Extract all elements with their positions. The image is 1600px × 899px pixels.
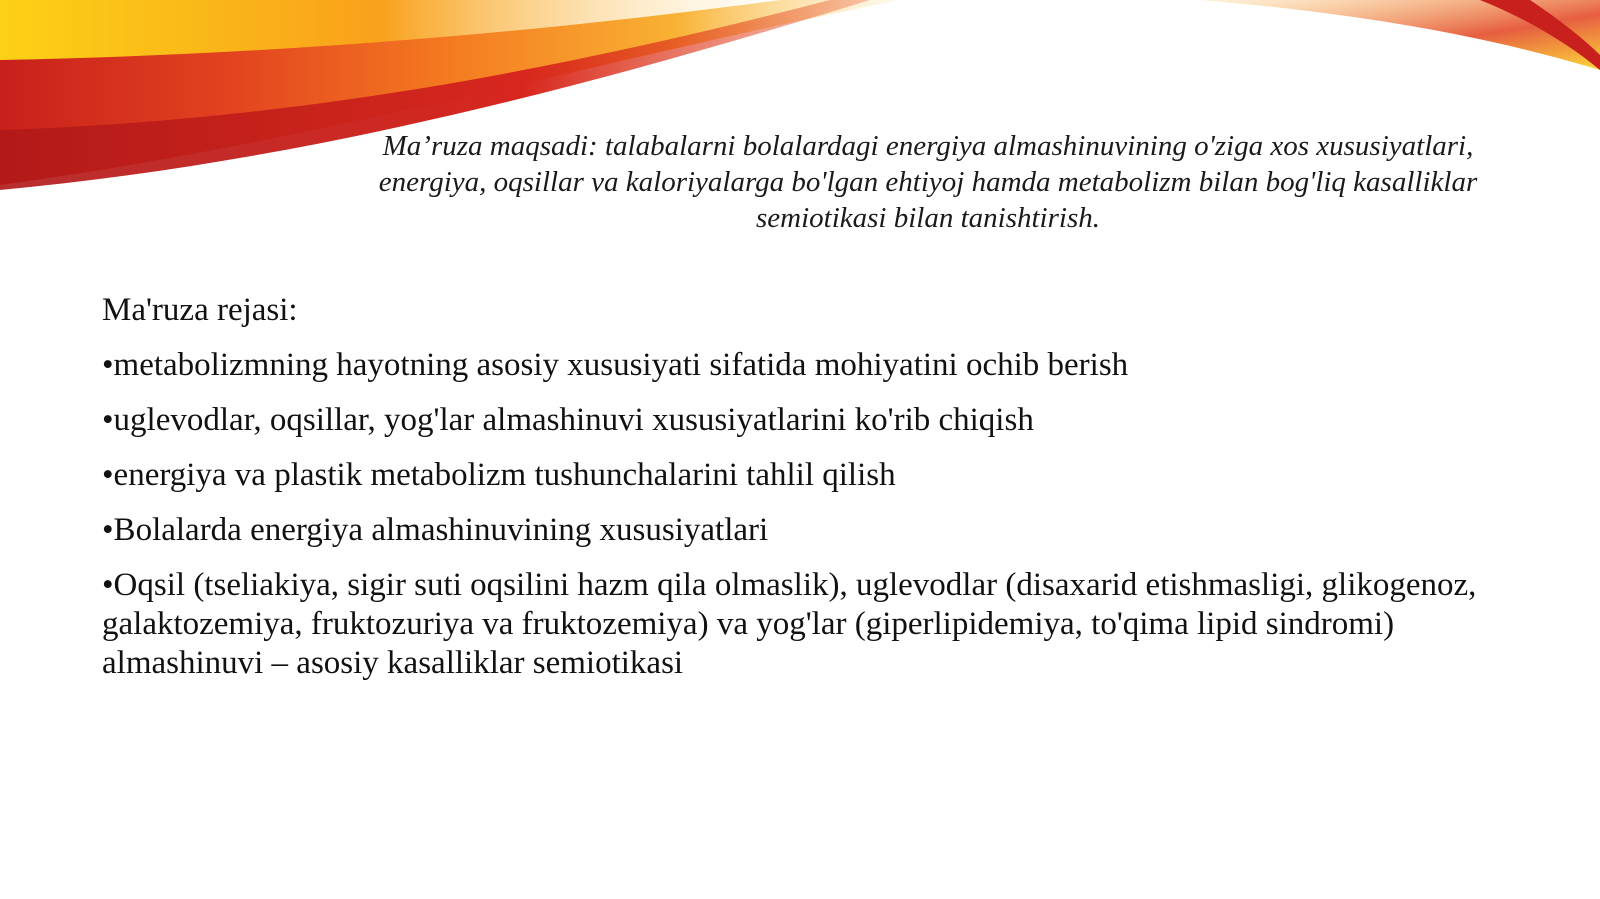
plan-item-metabolism: •metabolizmning hayotning asosiy xususiyati sifatida mohiyatini ochib berish	[102, 347, 1129, 383]
plan-item-exchange: •uglevodlar, oqsillar, yog'lar almashinuvi xususiyatlarini ko'rib chiqish	[102, 402, 1034, 438]
plan-item-energy-plastic: •energiya va plastik metabolizm tushunchalarini tahlil qilish	[102, 457, 896, 493]
plan-title: Ma'ruza rejasi:	[102, 292, 298, 328]
plan-list	[102, 346, 1522, 683]
plan-item-children-energy: •Bolalarda energiya almashinuvining xususiyatlari	[102, 512, 769, 548]
lecture-plan	[102, 290, 1522, 699]
lecture-objective: Ma’ruza maqsadi: talabalarni bolalardagi energiya almashinuvining o'ziga xos xususiyatlari, energiya, oqsillar va kaloriyalarga bo'lgan ehtiyoj hamda metabolizm bilan bog'liq kasalliklar semiotikasi bilan tanishtirish.	[378, 130, 1478, 234]
plan-item-diseases: •Oqsil (tseliakiya, sigir suti oqsilini hazm qila olmaslik), uglevodlar (disaxarid etishmasligi, glikogenoz, galaktozemiya, fruktozuriya va fruktozemiya) va yog'lar (giperlipidemiya, to'qima lipid sindromi) almashinuvi – asosiy kasalliklar semiotikasi	[102, 567, 1477, 681]
